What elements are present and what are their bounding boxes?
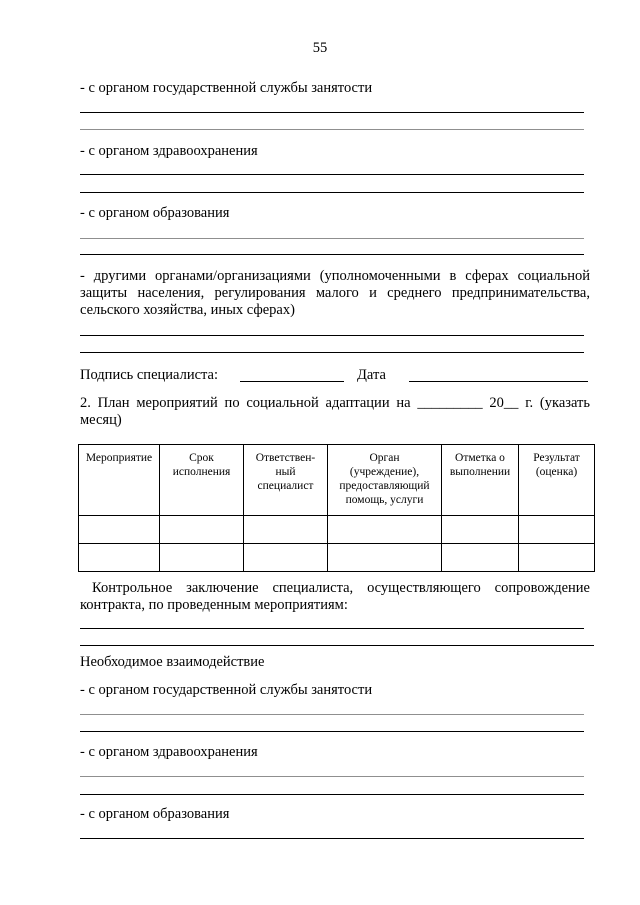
fill-line xyxy=(80,776,584,777)
table-cell[interactable] xyxy=(160,544,244,572)
column-header: Отметка о выполнении xyxy=(442,445,519,516)
activities-table xyxy=(78,444,595,572)
fill-line xyxy=(80,238,584,239)
fill-line xyxy=(80,731,584,732)
table-cell[interactable] xyxy=(79,516,160,544)
table-cell[interactable] xyxy=(328,544,442,572)
fill-line xyxy=(80,714,584,715)
column-header: Мероприятие xyxy=(79,445,160,516)
table-cell[interactable] xyxy=(328,516,442,544)
health-authority-label: - с органом здравоохранения xyxy=(80,744,258,760)
fill-line xyxy=(80,112,584,113)
fill-line xyxy=(80,335,584,336)
column-header: Орган (учреждение), предоставляющий помощь, услуги xyxy=(328,445,442,516)
table-row xyxy=(79,544,595,572)
column-header: Ответствен- ный специалист xyxy=(244,445,328,516)
interaction-title: Необходимое взаимодействие xyxy=(80,654,265,670)
table-cell[interactable] xyxy=(160,516,244,544)
paragraph-line: сельского хозяйства, иных сферах) xyxy=(80,302,295,318)
heading-line: 2. План мероприятий по социальной адаптации на _________ 20__ г. (указать xyxy=(80,395,590,411)
fill-line xyxy=(80,838,584,839)
health-authority-label: - с органом здравоохранения xyxy=(80,143,258,159)
fill-line xyxy=(80,628,584,629)
other-organizations-paragraph xyxy=(80,268,590,319)
signature-line xyxy=(240,381,344,382)
education-authority-label: - с органом образования xyxy=(80,806,230,822)
fill-line xyxy=(80,352,584,353)
fill-line xyxy=(80,129,584,130)
paragraph-line: Контрольное заключение специалиста, осуществляющего сопровождение xyxy=(92,580,590,596)
table-cell[interactable] xyxy=(442,544,519,572)
employment-service-label: - с органом государственной службы занятости xyxy=(80,682,373,698)
heading-line: месяц) xyxy=(80,412,122,428)
page-number: 55 xyxy=(312,40,328,56)
paragraph-line: контракта, по проведенным мероприятиям: xyxy=(80,597,348,613)
table-header-row xyxy=(79,445,595,516)
paragraph-line: - другими органами/организациями (уполномоченными в сферах социальной xyxy=(80,268,590,284)
table-cell[interactable] xyxy=(519,516,595,544)
column-header: Результат (оценка) xyxy=(519,445,595,516)
table-cell[interactable] xyxy=(79,544,160,572)
column-header: Срок исполнения xyxy=(160,445,244,516)
specialist-signature-label: Подпись специалиста: xyxy=(80,367,218,383)
fill-line xyxy=(80,794,584,795)
table-cell[interactable] xyxy=(442,516,519,544)
date-label: Дата xyxy=(357,367,386,383)
table-cell[interactable] xyxy=(244,516,328,544)
control-conclusion-paragraph xyxy=(80,580,590,614)
table-cell[interactable] xyxy=(519,544,595,572)
fill-line xyxy=(80,254,584,255)
table-cell[interactable] xyxy=(244,544,328,572)
employment-service-label: - с органом государственной службы занятости xyxy=(80,80,373,96)
education-authority-label: - с органом образования xyxy=(80,205,230,221)
table-row xyxy=(79,516,595,544)
date-line xyxy=(409,381,588,382)
fill-line xyxy=(80,174,584,175)
fill-line xyxy=(80,192,584,193)
paragraph-line: защиты населения, регулирования малого и среднего предпринимательства, xyxy=(80,285,590,301)
plan-heading xyxy=(80,395,590,429)
fill-line xyxy=(80,645,594,646)
